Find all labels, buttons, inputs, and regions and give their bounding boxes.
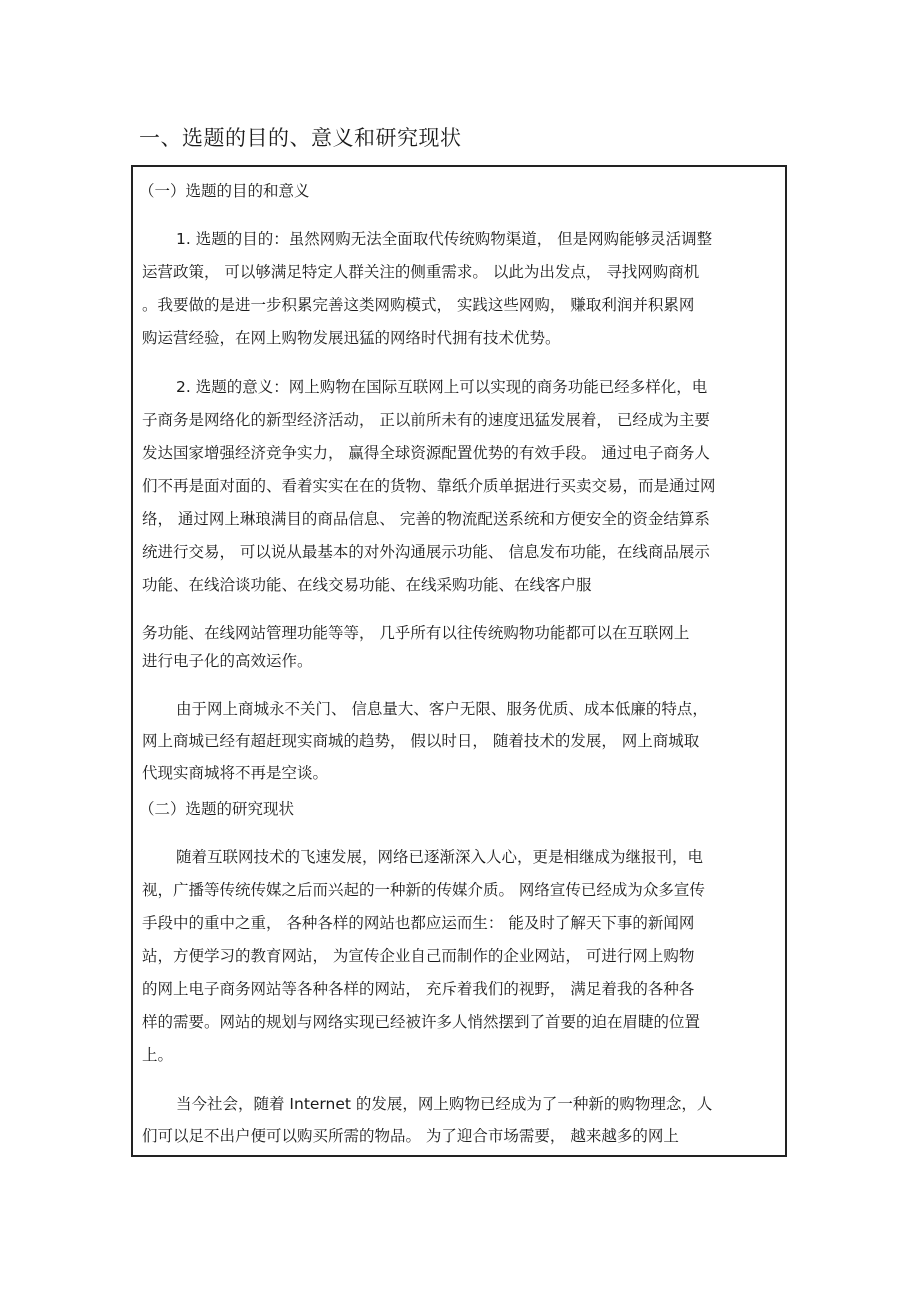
paragraph-line: 。我要做的是进一步积累完善这类网购模式， 实践这些网购， 赚取利润并积累网 — [142, 296, 695, 314]
paragraph-line: 进行电子化的高效运作。 — [142, 652, 313, 670]
paragraph-line: 们可以足不出户便可以购买所需的物品。 为了迎合市场需要， 越来越多的网上 — [142, 1127, 679, 1145]
paragraph-line: 务功能、在线网站管理功能等等， 几乎所有以往传统购物功能都可以在互联网上 — [142, 624, 690, 642]
content-frame — [131, 165, 787, 1157]
paragraph-line: 视，广播等传统传媒之后而兴起的一种新的传媒介质。 网络宣传已经成为众多宣传 — [142, 881, 705, 899]
paragraph-line: 站，方便学习的教育网站， 为宣传企业自己而制作的企业网站， 可进行网上购物 — [142, 947, 695, 965]
paragraph-line: 上。 — [142, 1046, 174, 1064]
paragraph-line: 随着互联网技术的飞速发展，网络已逐渐深入人心，更是相继成为继报刊，电 — [176, 848, 704, 866]
page-title: 一、选题的目的、意义和研究现状 — [139, 126, 462, 150]
paragraph-line: 购运营经验，在网上购物发展迅猛的网络时代拥有技术优势。 — [142, 329, 561, 347]
paragraph-line: 络， 通过网上琳琅满目的商品信息、 完善的物流配送系统和方便安全的资金结算系 — [142, 510, 710, 528]
paragraph-line: 们不再是面对面的、看着实实在在的货物、靠纸介质单据进行买卖交易，而是通过网 — [142, 477, 716, 495]
paragraph-line: 手段中的重中之重， 各种各样的网站也都应运而生： 能及时了解天下事的新闻网 — [142, 914, 695, 932]
section-heading-status: （二）选题的研究现状 — [139, 800, 295, 818]
paragraph-line: 统进行交易， 可以说从最基本的对外沟通展示功能、 信息发布功能，在线商品展示 — [142, 543, 710, 561]
paragraph-line: 样的需要。网站的规划与网络实现已经被许多人悄然摆到了首要的迫在眉睫的位置 — [142, 1013, 701, 1031]
paragraph-line: 子商务是网络化的新型经济活动， 正以前所未有的速度迅猛发展着， 已经成为主要 — [142, 411, 710, 429]
paragraph-line: 由于网上商城永不关门、 信息量大、客户无限、服务优质、成本低廉的特点， — [176, 700, 708, 718]
paragraph-line: 2. 选题的意义：网上购物在国际互联网上可以实现的商务功能已经多样化，电 — [176, 378, 708, 396]
paragraph-line: 网上商城已经有超赶现实商城的趋势， 假以时日， 随着技术的发展， 网上商城取 — [142, 732, 700, 750]
paragraph-line: 1. 选题的目的：虽然网购无法全面取代传统购物渠道， 但是网购能够灵活调整 — [176, 230, 713, 248]
section-heading-purpose: （一）选题的目的和意义 — [139, 182, 310, 200]
paragraph-line: 当今社会，随着 Internet 的发展，网上购物已经成为了一种新的购物理念，人 — [176, 1095, 713, 1113]
paragraph-line: 发达国家增强经济竞争实力， 赢得全球资源配置优势的有效手段。 通过电子商务人 — [142, 444, 710, 462]
paragraph-line: 运营政策， 可以够满足特定人群关注的侧重需求。 以此为出发点， 寻找网购商机 — [142, 263, 700, 281]
paragraph-line: 的网上电子商务网站等各种各样的网站， 充斥着我们的视野， 满足着我的各种各 — [142, 980, 695, 998]
paragraph-line: 功能、在线洽谈功能、在线交易功能、在线采购功能、在线客户服 — [142, 576, 592, 594]
paragraph-line: 代现实商城将不再是空谈。 — [142, 764, 329, 782]
